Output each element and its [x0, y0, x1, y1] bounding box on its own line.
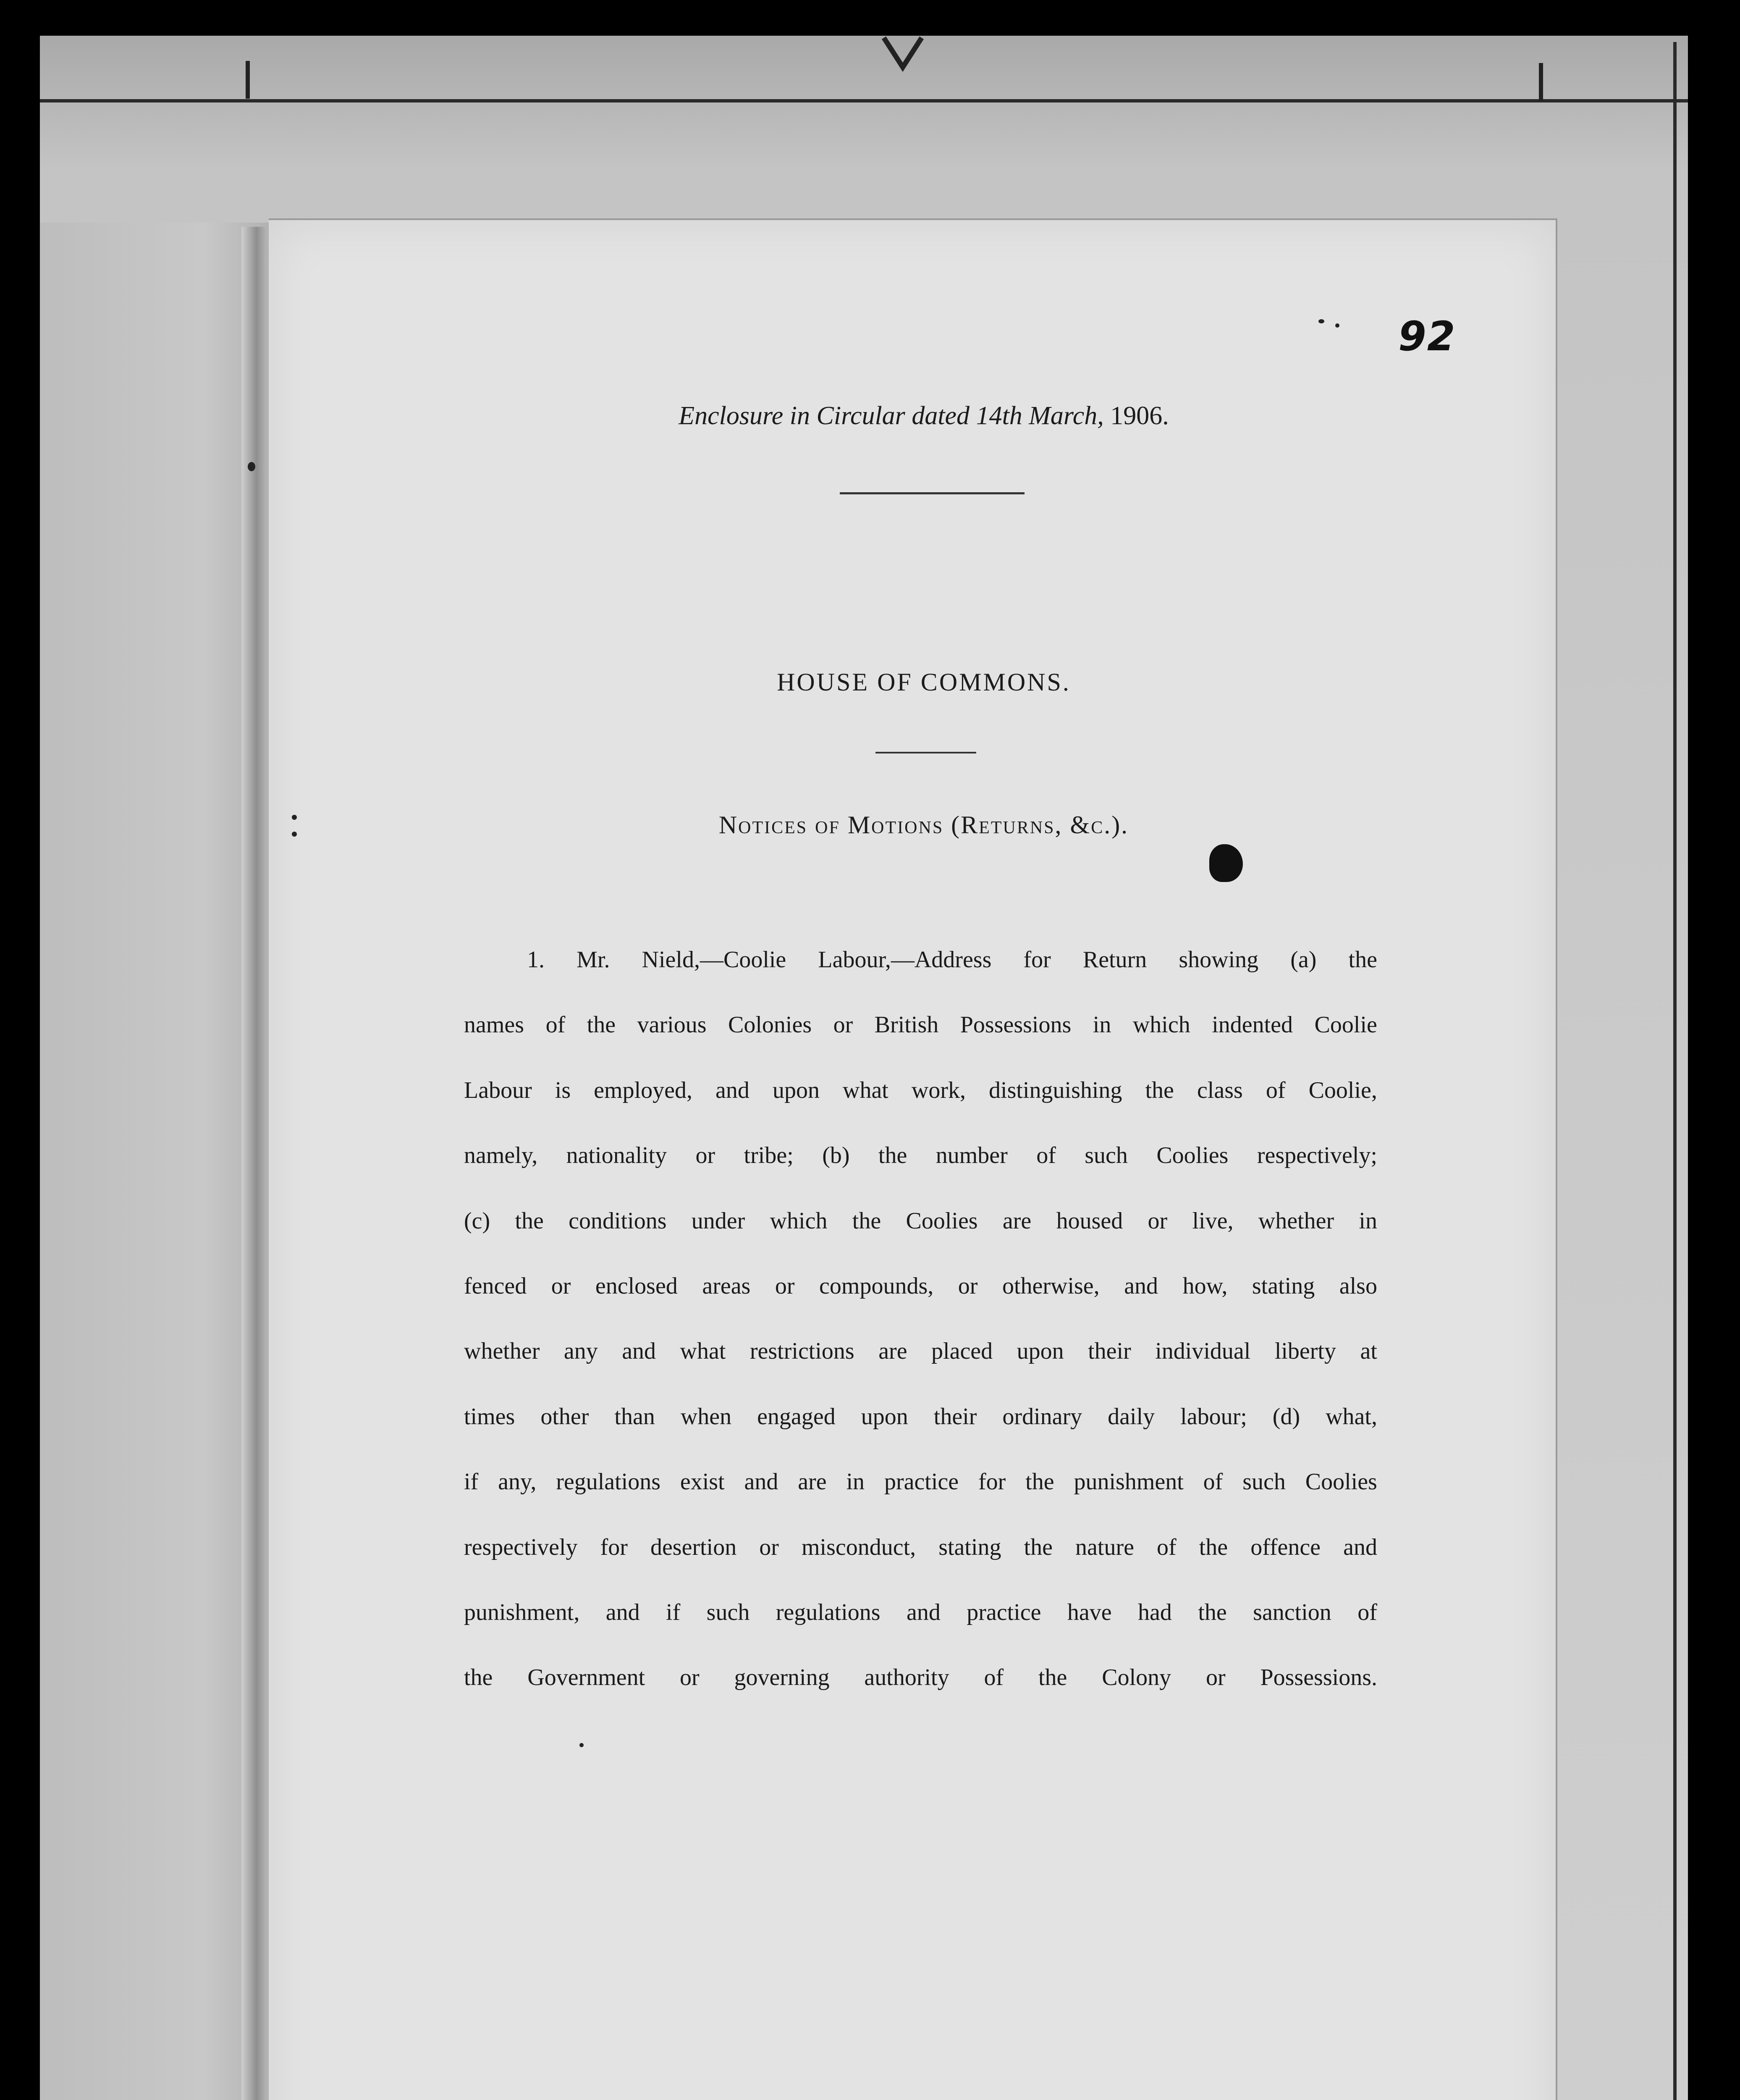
- motion-word: Coolies: [1305, 1469, 1377, 1495]
- motion-word: nationality: [566, 1142, 667, 1169]
- film-speck: [579, 1743, 584, 1747]
- motion-word: and: [715, 1077, 749, 1103]
- motion-word: showing: [1179, 947, 1259, 973]
- motion-word: namely,: [464, 1142, 538, 1169]
- motion-word: labour;: [1180, 1403, 1247, 1430]
- motion-line: [464, 1461, 1377, 1526]
- motion-word: and: [622, 1338, 656, 1365]
- motion-word: whether: [464, 1338, 540, 1365]
- motion-word: Possessions: [960, 1012, 1072, 1038]
- motion-word: Labour: [464, 1077, 532, 1103]
- motion-word: any: [563, 1338, 598, 1365]
- motion-word: ordinary: [1002, 1403, 1082, 1430]
- motion-word: how,: [1182, 1273, 1228, 1299]
- motion-word: Nield,—Coolie: [642, 947, 786, 973]
- motion-word: conditions: [569, 1208, 667, 1234]
- motion-word: such: [706, 1599, 750, 1625]
- motion-word: desertion: [650, 1534, 737, 1560]
- motion-word: their: [933, 1403, 977, 1430]
- motion-word: and: [1343, 1534, 1377, 1560]
- motion-word: in: [1359, 1208, 1377, 1234]
- motion-word: and: [907, 1599, 941, 1625]
- motion-word: such: [1242, 1469, 1286, 1495]
- motion-word: punishment,: [464, 1599, 580, 1625]
- motion-word: and: [605, 1599, 640, 1625]
- motion-word: (b): [822, 1142, 850, 1169]
- motion-word: upon: [772, 1077, 820, 1103]
- motion-word: are: [878, 1338, 907, 1365]
- motion-word: Labour,—Address: [818, 947, 992, 973]
- motion-word: or: [833, 1012, 853, 1038]
- ink-blot: [1209, 844, 1243, 882]
- motion-line: [464, 1134, 1377, 1200]
- motion-word: compounds,: [819, 1273, 934, 1299]
- enclosure-prefix: Enclosure in Circular dated: [679, 402, 970, 430]
- motion-word: upon: [861, 1403, 908, 1430]
- motion-word: various: [637, 1012, 707, 1038]
- motion-word: which: [770, 1208, 828, 1234]
- clip-mark-icon: [880, 36, 926, 74]
- enclosure-line: [504, 401, 1344, 431]
- motion-word: or: [759, 1534, 779, 1560]
- motion-text: [464, 939, 1377, 1722]
- motion-word: their: [1088, 1338, 1131, 1365]
- motion-line: [464, 1591, 1377, 1656]
- motion-word: upon: [1017, 1338, 1064, 1365]
- motion-word: 1.: [527, 947, 545, 973]
- motion-word: stating: [1252, 1273, 1315, 1299]
- motion-word: sanction: [1253, 1599, 1331, 1625]
- motion-word: live,: [1192, 1208, 1234, 1234]
- motion-word: of: [545, 1012, 566, 1038]
- film-speck: [292, 815, 297, 820]
- motion-word: punishment: [1074, 1469, 1184, 1495]
- motion-word: nature: [1075, 1534, 1134, 1560]
- motion-word: respectively: [464, 1534, 578, 1560]
- motion-line: [464, 1004, 1377, 1069]
- film-tick-left: [246, 61, 250, 99]
- motion-word: if: [666, 1599, 681, 1625]
- motion-line: [464, 1330, 1377, 1395]
- motion-word: regulations: [556, 1469, 661, 1495]
- motion-word: and: [1124, 1273, 1158, 1299]
- motion-word: practice: [884, 1469, 959, 1495]
- divider-rule: [840, 492, 1025, 494]
- motion-word: also: [1339, 1273, 1377, 1299]
- motion-word: for: [978, 1469, 1006, 1495]
- motion-word: the: [1348, 947, 1377, 973]
- motion-word: (c): [464, 1208, 490, 1234]
- motion-word: if: [464, 1469, 479, 1495]
- motion-word: number: [936, 1142, 1008, 1169]
- motion-word: what: [680, 1338, 726, 1365]
- divider-rule-short: [875, 752, 976, 753]
- motion-word: or: [1148, 1208, 1168, 1234]
- motion-line: [464, 939, 1377, 1004]
- motion-word: offence: [1250, 1534, 1321, 1560]
- motion-word: have: [1067, 1599, 1112, 1625]
- motion-word: class: [1197, 1077, 1243, 1103]
- motion-word: the: [878, 1142, 907, 1169]
- motion-word: areas: [702, 1273, 751, 1299]
- motion-word: any,: [498, 1469, 537, 1495]
- motion-word: such: [1085, 1142, 1128, 1169]
- film-speck: [1335, 323, 1339, 328]
- motion-word: the: [1024, 1534, 1053, 1560]
- motion-word: is: [555, 1077, 571, 1103]
- motion-word: distinguishing: [989, 1077, 1122, 1103]
- motion-word: individual: [1155, 1338, 1251, 1365]
- notices-title: Notices of Motions (Returns, &c.).: [718, 811, 1129, 839]
- motion-word: which: [1132, 1012, 1190, 1038]
- motion-word: daily: [1108, 1403, 1155, 1430]
- sheet-fold-shadow: [241, 227, 267, 2100]
- enclosure-year: 1906.: [1110, 402, 1169, 430]
- motion-word: at: [1360, 1338, 1377, 1365]
- motion-word: stating: [938, 1534, 1001, 1560]
- motion-line: [464, 1200, 1377, 1265]
- motion-word: or: [958, 1273, 978, 1299]
- motion-word: (d): [1272, 1403, 1300, 1430]
- motion-word: Coolies: [906, 1208, 978, 1234]
- motion-word: of: [1036, 1142, 1056, 1169]
- motion-word: Colonies: [728, 1012, 812, 1038]
- motion-word: for: [1023, 947, 1051, 973]
- motion-word: otherwise,: [1002, 1273, 1100, 1299]
- motion-word: housed: [1056, 1208, 1123, 1234]
- motion-word: enclosed: [595, 1273, 678, 1299]
- motion-word: British: [874, 1012, 939, 1038]
- motion-word: what,: [1326, 1403, 1377, 1430]
- motion-word: under: [691, 1208, 745, 1234]
- motion-word: the: [1198, 1599, 1227, 1625]
- motion-word: are: [1002, 1208, 1032, 1234]
- motion-word: the: [1025, 1469, 1054, 1495]
- motion-word: times: [464, 1403, 515, 1430]
- motion-word: exist: [680, 1469, 725, 1495]
- motion-line: [464, 1396, 1377, 1461]
- motion-word: fenced: [464, 1273, 527, 1299]
- motion-word: placed: [931, 1338, 993, 1365]
- page-number: 92: [1398, 313, 1456, 360]
- motion-line: [464, 1265, 1377, 1330]
- motion-word: indented: [1212, 1012, 1293, 1038]
- motion-word: whether: [1258, 1208, 1334, 1234]
- film-speck: [248, 462, 255, 471]
- motion-word: liberty: [1274, 1338, 1336, 1365]
- house-title: HOUSE OF COMMONS.: [777, 668, 1071, 696]
- motion-word: engaged: [757, 1403, 836, 1430]
- motion-word: misconduct,: [801, 1534, 916, 1560]
- motion-word: than: [614, 1403, 655, 1430]
- motion-word: regulations: [776, 1599, 880, 1625]
- motion-word: Coolie: [1314, 1012, 1377, 1038]
- motion-word: the: [515, 1208, 544, 1234]
- film-frame-rule-right: [1673, 42, 1677, 2100]
- motion-word: of: [1266, 1077, 1286, 1103]
- motion-word: or: [695, 1142, 715, 1169]
- enclosure-date: 14th March,: [976, 402, 1104, 430]
- motion-word: when: [680, 1403, 732, 1430]
- motion-word: employed,: [594, 1077, 692, 1103]
- motion-word: of: [1203, 1469, 1223, 1495]
- motion-word: work,: [911, 1077, 966, 1103]
- motion-word: names: [464, 1012, 524, 1038]
- back-sheet: [40, 223, 275, 2100]
- motion-word: of: [1357, 1599, 1377, 1625]
- film-tick-right: [1539, 63, 1543, 101]
- film-speck: [292, 832, 297, 837]
- motion-word: Mr.: [577, 947, 610, 973]
- motion-word: had: [1138, 1599, 1172, 1625]
- motion-line: [464, 1526, 1377, 1591]
- motion-word: in: [846, 1469, 865, 1495]
- motion-word: the: [1145, 1077, 1174, 1103]
- motion-word: the: [587, 1012, 616, 1038]
- motion-word: Coolie,: [1308, 1077, 1377, 1103]
- motion-word: or: [775, 1273, 795, 1299]
- motion-word: what: [843, 1077, 888, 1103]
- motion-line: the Government or governing authority of the Colony or Possessions.: [464, 1664, 1377, 1691]
- motion-word: practice: [967, 1599, 1041, 1625]
- motion-word: and: [744, 1469, 778, 1495]
- motion-word: or: [551, 1273, 571, 1299]
- film-frame-rule-top: [40, 99, 1688, 102]
- motion-word: the: [1199, 1534, 1228, 1560]
- motion-word: (a): [1290, 947, 1317, 973]
- motion-word: Return: [1082, 947, 1147, 973]
- motion-word: other: [540, 1403, 589, 1430]
- motion-word: respectively;: [1257, 1142, 1377, 1169]
- film-speck: [1318, 319, 1324, 323]
- motion-word: tribe;: [744, 1142, 794, 1169]
- motion-word: in: [1093, 1012, 1111, 1038]
- motion-word: Coolies: [1156, 1142, 1229, 1169]
- motion-word: the: [852, 1208, 881, 1234]
- motion-word: are: [798, 1469, 827, 1495]
- motion-word: for: [600, 1534, 628, 1560]
- motion-line: [464, 1069, 1377, 1134]
- motion-word: restrictions: [749, 1338, 854, 1365]
- motion-word: of: [1157, 1534, 1177, 1560]
